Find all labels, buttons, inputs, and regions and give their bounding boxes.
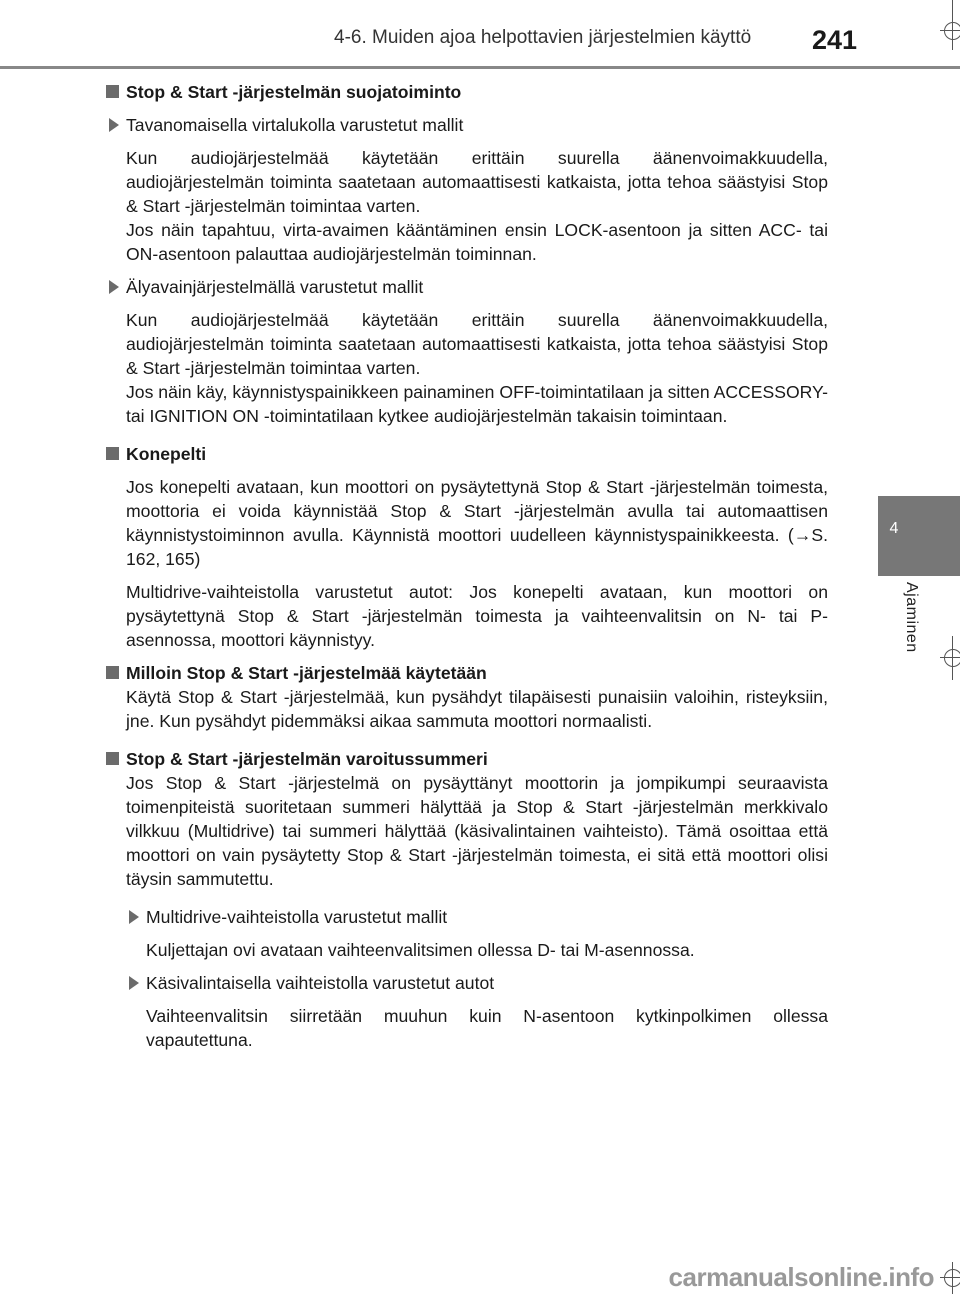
paragraph: Kuljettajan ovi avataan vaihteenvalitsimen ollessa D- tai M-asennossa. (146, 940, 695, 960)
running-header: 4-6. Muiden ajoa helpottavien järjestelmien käyttö (334, 27, 752, 48)
triangle-bullet-icon (109, 118, 119, 132)
paragraph: Jos Stop & Start -järjestelmä on pysäyttänyt moottorin ja jompikumpi seuraavista toimenpiteistä suoritetaan summeri hälyttää ja Stop & Start -järjestelmän merkkivalo vilkkuu (Multidrive) tai summeri hälyttää (käsivalintainen vaihteisto). Tämä osoittaa että moottori on vain pysäytetty Stop & Start -järjestelmän toimesta, ei sitä että moottori olisi täysin sammutettu. (126, 773, 828, 889)
paragraph: Kun audiojärjestelmää käytetään erittäin suurella äänenvoimakkuudella, audiojärjestelmän toiminta saatetaan automaattisesti katkaista, jotta tehoa säästyisi Stop & Start -järjestelmän toimintaa varten. (126, 310, 828, 378)
header-rule (0, 66, 960, 69)
triangle-bullet-icon (129, 976, 139, 990)
section-heading: Stop & Start -järjestelmän varoitussummeri (106, 747, 828, 771)
subheading: Älyavainjärjestelmällä varustetut mallit (106, 275, 828, 299)
page-content (106, 80, 828, 1061)
paragraph: Kun audiojärjestelmää käytetään erittäin suurella äänenvoimakkuudella, audiojärjestelmän toiminta saatetaan automaattisesti katkaista, jotta tehoa säästyisi Stop & Start -järjestelmän toimintaa varten. (126, 148, 828, 216)
page-number: 241 (812, 25, 858, 55)
watermark: carmanualsonline.info (668, 1262, 934, 1292)
square-bullet-icon (106, 447, 119, 460)
paragraph: Vaihteenvalitsin siirretään muuhun kuin N-asentoon kytkinpolkimen ollessa vapautettuna. (146, 1006, 828, 1050)
square-bullet-icon (106, 85, 119, 98)
section-heading: Milloin Stop & Start -järjestelmää käytetään (106, 661, 828, 685)
subheading: Tavanomaisella virtalukolla varustetut mallit (106, 113, 828, 137)
paragraph: Multidrive-vaihteistolla varustetut autot: Jos konepelti avataan, kun moottori on pysäytettynä Stop & Start -järjestelmän toimesta ja vaihteenvalitsin on N- tai P-asennossa, moottori käynnistyy. (126, 582, 828, 650)
chapter-tab (878, 496, 960, 576)
paragraph: Jos konepelti avataan, kun moottori on pysäytettynä Stop & Start -järjestelmän toimesta, moottoria ei voida käynnistää Stop & Start -järjestelmän avulla tai automaattisen käynnistystoiminnon avulla. Käynnistä moottori uudelleen käynnistyspainikkeesta. (→S. 162, 165) (126, 477, 828, 569)
triangle-bullet-icon (109, 280, 119, 294)
subheading: Multidrive-vaihteistolla varustetut mallit (126, 905, 828, 929)
chapter-number: 4 (889, 520, 899, 537)
paragraph: Jos näin tapahtuu, virta-avaimen kääntäminen ensin LOCK-asentoon ja sitten ACC- tai ON-asentoon palauttaa audiojärjestelmän toiminnan. (126, 220, 828, 264)
crop-circle-bottom (944, 1269, 960, 1287)
crop-circle-middle (944, 649, 960, 667)
triangle-bullet-icon (129, 910, 139, 924)
crop-circle-top (944, 22, 960, 40)
section-heading: Stop & Start -järjestelmän suojatoiminto (106, 80, 828, 104)
subheading: Käsivalintaisella vaihteistolla varustetut autot (126, 971, 828, 995)
chapter-label: Ajaminen (903, 582, 920, 653)
section-heading: Konepelti (106, 442, 828, 466)
square-bullet-icon (106, 666, 119, 679)
square-bullet-icon (106, 752, 119, 765)
paragraph: Käytä Stop & Start -järjestelmää, kun pysähdyt tilapäisesti punaisiin valoihin, risteyksiin, jne. Kun pysähdyt pidemmäksi aikaa sammuta moottori normaalisti. (126, 687, 828, 731)
paragraph: Jos näin käy, käynnistyspainikkeen painaminen OFF-toimintatilaan ja sitten ACCESSORY- tai IGNITION ON -toimintatilaan kytkee audiojärjestelmän takaisin toimintaan. (126, 382, 828, 426)
